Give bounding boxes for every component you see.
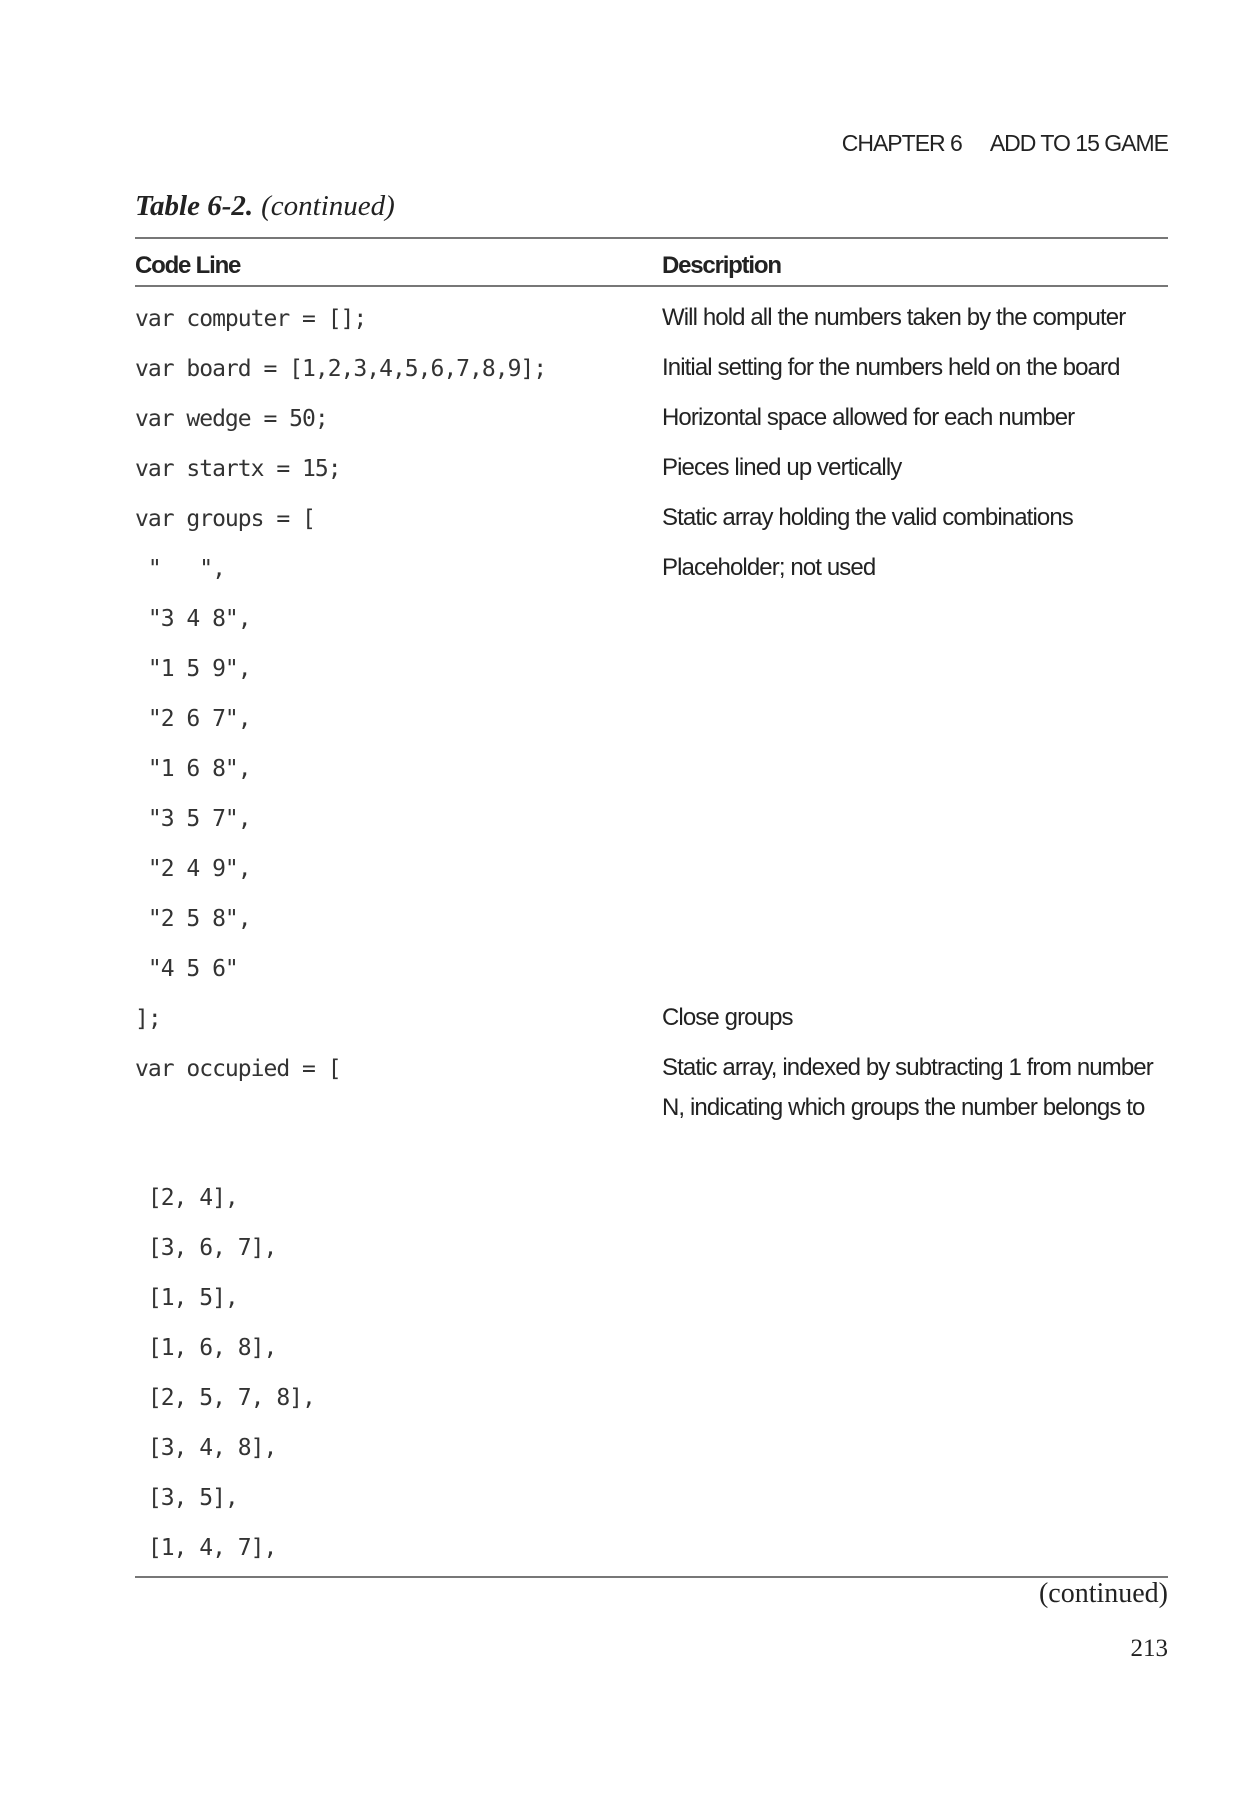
code-line: [1, 6, 8],: [135, 1335, 277, 1361]
table-caption: [135, 190, 395, 223]
code-line: "4 5 6": [135, 956, 238, 982]
code-line: [3, 6, 7],: [135, 1235, 277, 1261]
code-line: "2 6 7",: [135, 706, 251, 732]
description: Static array, indexed by subtracting 1 from number N, indicating which groups the number belongs to: [662, 1054, 1153, 1121]
code-line: var startx = 15;: [135, 456, 341, 482]
code-line: [2, 4],: [135, 1185, 238, 1211]
chapter-label: CHAPTER 6: [841, 130, 962, 156]
table-row: [135, 806, 1168, 856]
code-line: var groups = [: [135, 506, 315, 532]
table-row: [135, 556, 1168, 606]
code-line: [3, 5],: [135, 1485, 238, 1511]
description: Close groups: [662, 1004, 793, 1031]
continued-note: (continued): [1038, 1578, 1168, 1609]
chapter-title: ADD TO 15 GAME: [989, 130, 1168, 156]
page-number: 213: [1130, 1635, 1168, 1662]
code-line: "1 6 8",: [135, 756, 251, 782]
table-row: [135, 656, 1168, 706]
description: Static array holding the valid combinations: [662, 504, 1073, 531]
code-line: "3 4 8",: [135, 606, 251, 632]
table-row: [135, 906, 1168, 956]
description: Horizontal space allowed for each number: [662, 404, 1075, 431]
table-row: [135, 1235, 1168, 1285]
code-line: var wedge = 50;: [135, 406, 328, 432]
code-line: "3 5 7",: [135, 806, 251, 832]
table-row: [135, 756, 1168, 806]
code-line: ];: [135, 1006, 161, 1032]
code-line: var computer = [];: [135, 306, 367, 332]
caption-label: Table 6-2.: [135, 190, 254, 222]
table-top-rule: [135, 237, 1168, 239]
code-line: [1, 4, 7],: [135, 1535, 277, 1561]
code-line: "2 4 9",: [135, 856, 251, 882]
table-row: [135, 1335, 1168, 1385]
table-row: [135, 1054, 1168, 1121]
description: Placeholder; not used: [662, 554, 876, 581]
description: Will hold all the numbers taken by the computer: [662, 304, 1126, 331]
table-row: [135, 606, 1168, 656]
table-row: [135, 856, 1168, 906]
column-header-code: Code Line: [135, 252, 241, 279]
table-row: [135, 706, 1168, 756]
code-line: [1, 5],: [135, 1285, 238, 1311]
caption-note: (continued): [261, 190, 395, 222]
table-row: [135, 1385, 1168, 1435]
header-rule: [135, 285, 1168, 287]
code-line: [2, 5, 7, 8],: [135, 1385, 315, 1411]
code-line: var occupied = [: [135, 1056, 341, 1082]
table-bottom-rule: [135, 1576, 1168, 1578]
table-row: [135, 1435, 1168, 1485]
running-header: [814, 130, 1168, 157]
code-line: "2 5 8",: [135, 906, 251, 932]
table-row: [135, 1485, 1168, 1535]
table-row: [135, 1185, 1168, 1235]
table-row: [135, 1535, 1168, 1585]
code-line: " ",: [135, 556, 225, 582]
code-line: [3, 4, 8],: [135, 1435, 277, 1461]
code-line: "1 5 9",: [135, 656, 251, 682]
column-header-description: Description: [662, 252, 781, 279]
description: Pieces lined up vertically: [662, 454, 902, 481]
table-row: [135, 1285, 1168, 1335]
description: Initial setting for the numbers held on the board: [662, 354, 1120, 381]
code-line: var board = [1,2,3,4,5,6,7,8,9];: [135, 356, 547, 382]
